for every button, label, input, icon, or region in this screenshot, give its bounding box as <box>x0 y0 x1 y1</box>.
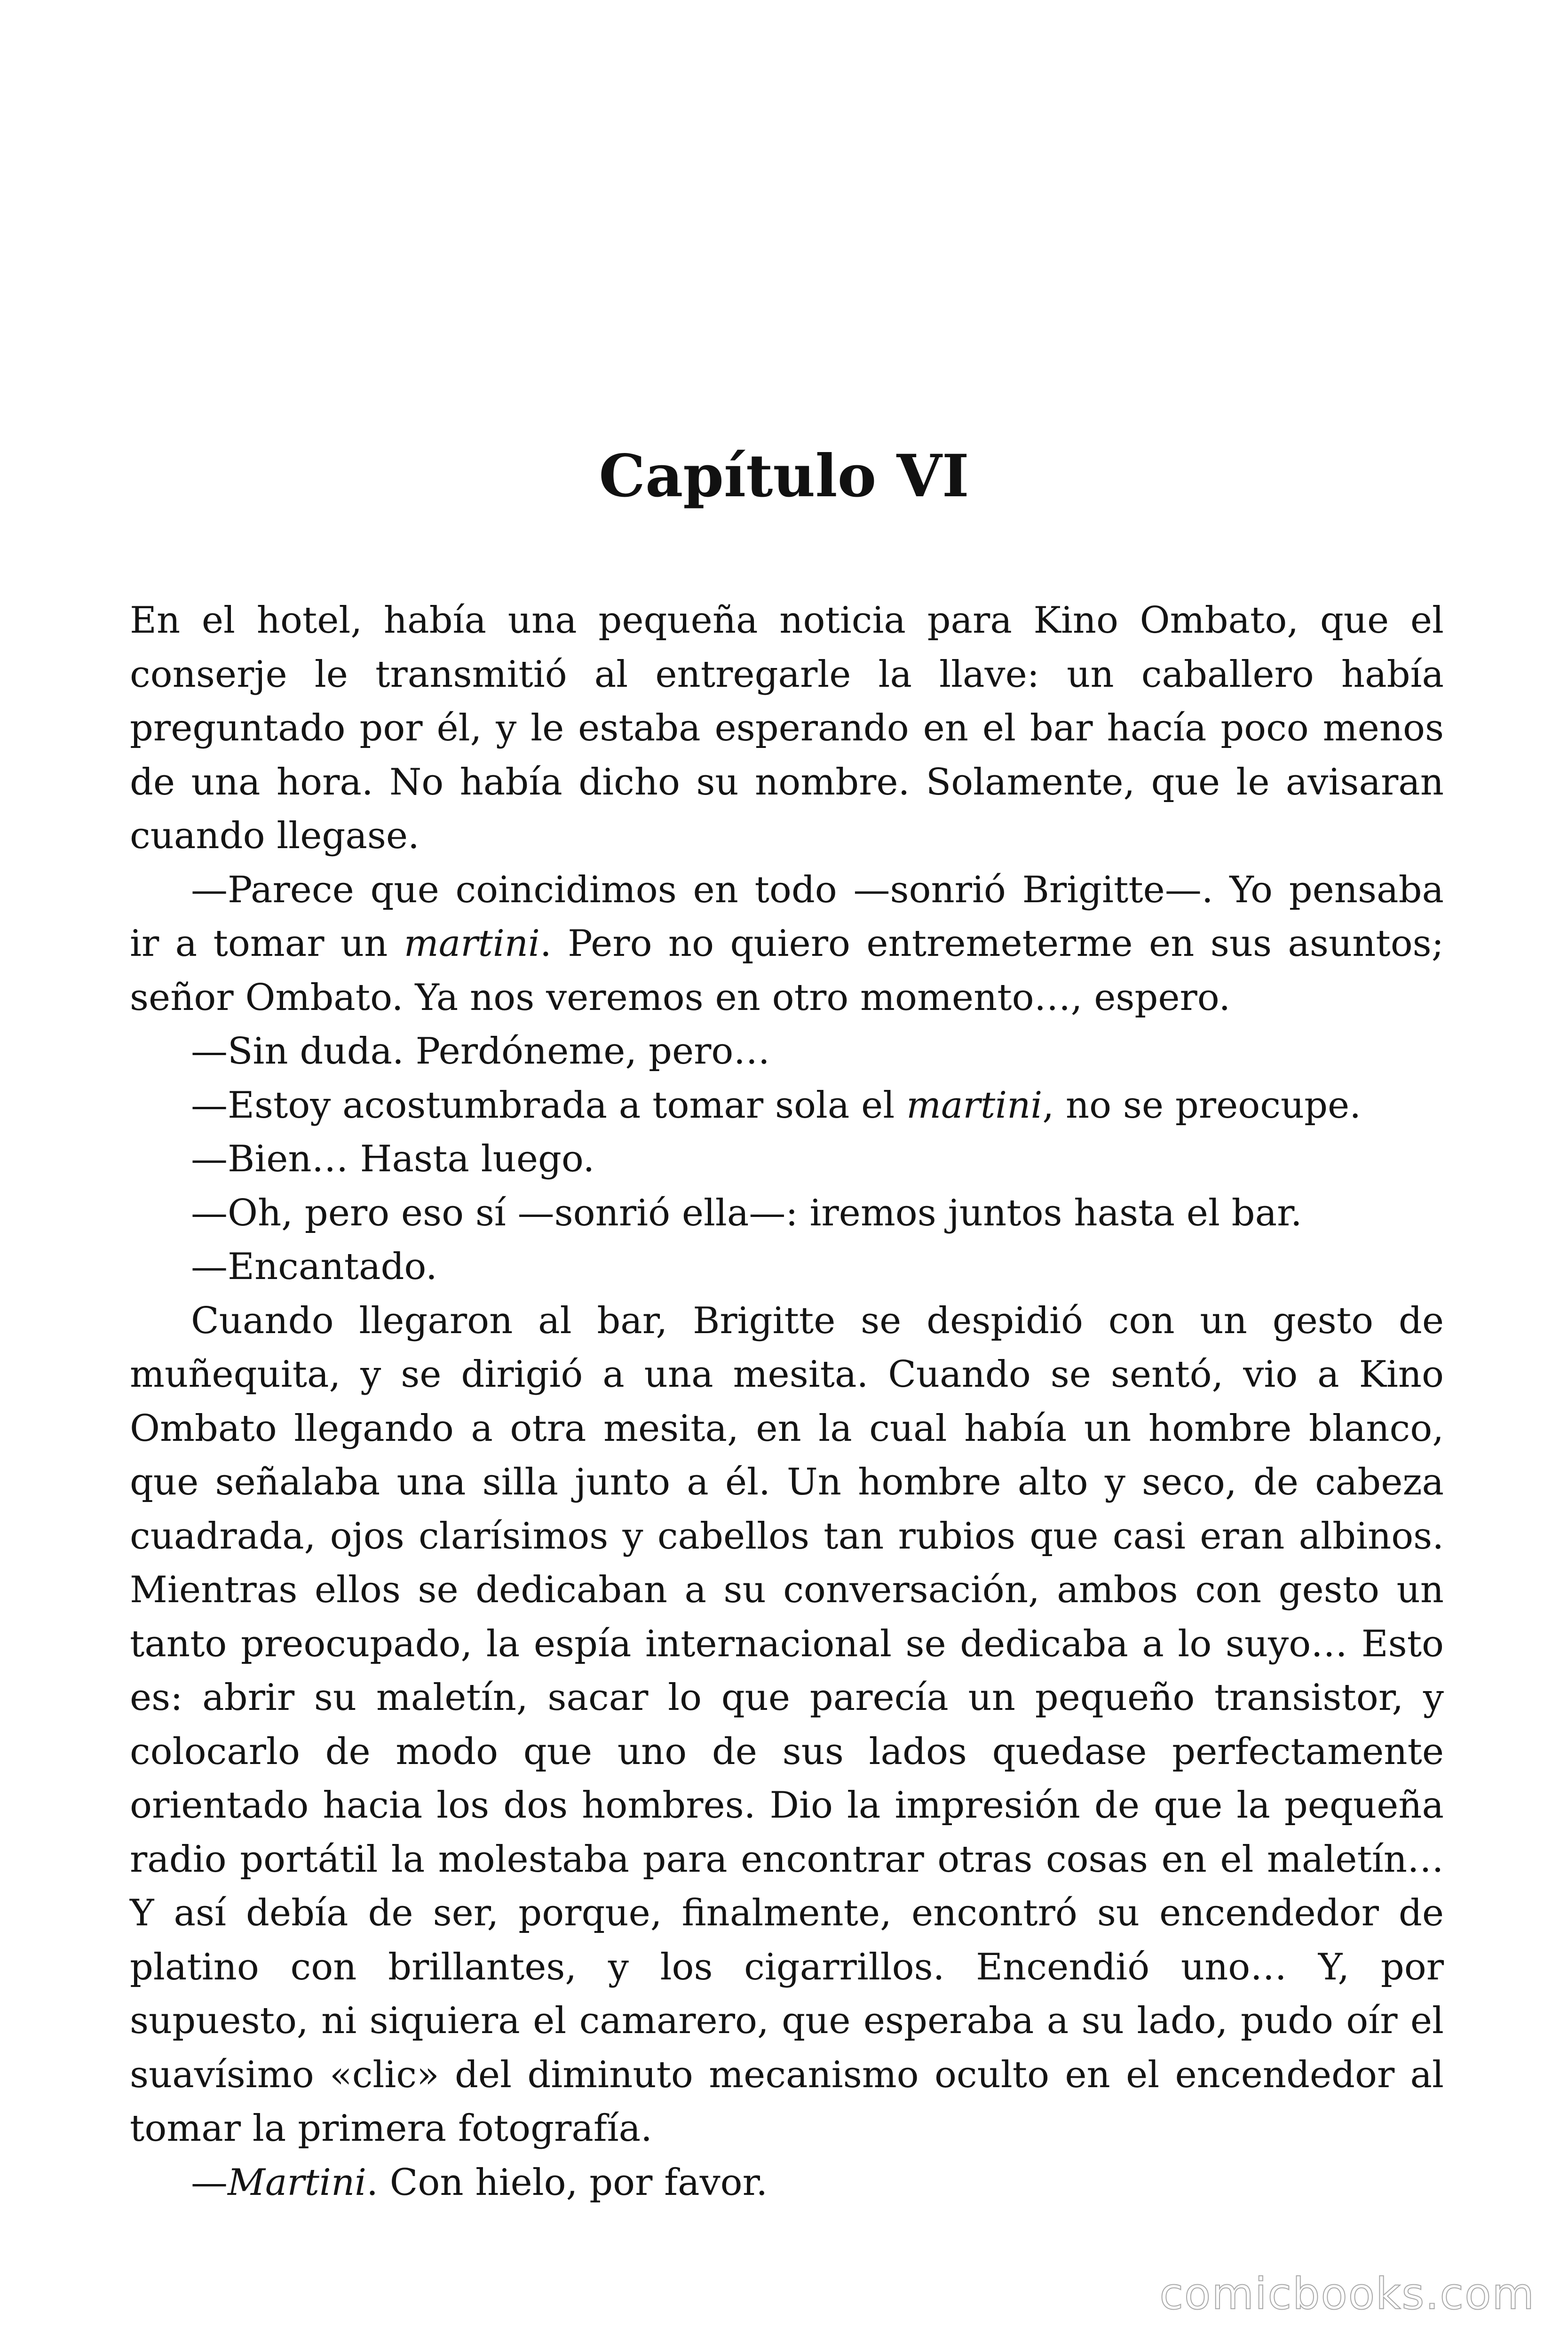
chapter-title: Capítulo VI <box>599 442 969 510</box>
paragraph-text: —Bien… Hasta luego. <box>191 1138 595 1180</box>
paragraph-text: —Oh, pero eso sí —sonrió ella—: iremos juntos hasta el bar. <box>191 1192 1302 1234</box>
paragraph-text: En el hotel, había una pequeña noticia para Kino Ombato, que el conserje le transmitió al entregarle la llave: un caballero había preguntado por él, y le estaba esperando en el bar hacía poco menos de una hora. No había dicho su nombre. Solamente, que le avisaran cuando llegase. <box>130 599 1444 857</box>
paragraph <box>130 1025 1444 1079</box>
italic-text: Martini <box>228 2161 367 2204</box>
paragraph-text: , no se preocupe. <box>1042 1084 1362 1127</box>
paragraph-text: —Estoy acostumbrada a tomar sola el <box>191 1084 907 1127</box>
paragraph-text: —Parece que coincidimos en todo —sonrió Brigitte—. Yo pensaba ir a tomar un <box>130 868 1444 965</box>
watermark-text: comicbooks.com <box>1159 2269 1535 2319</box>
paragraph <box>130 1186 1444 1240</box>
paragraph <box>130 1294 1444 2156</box>
paragraph <box>130 1240 1444 1294</box>
paragraph <box>130 594 1444 863</box>
italic-text: martini <box>404 922 540 965</box>
paragraph <box>130 1132 1444 1186</box>
paragraph <box>130 1079 1444 1133</box>
paragraph-text: — <box>191 2161 228 2204</box>
paragraph-text: . Con hielo, por favor. <box>366 2161 768 2204</box>
paragraph <box>130 863 1444 1025</box>
paragraph-text: Cuando llegaron al bar, Brigitte se despidió con un gesto de muñequita, y se dirigió a una mesita. Cuando se sentó, vio a Kino Ombato llegando a otra mesita, en la cual había un hombre blanco, que señalaba una silla junto a él. Un hombre alto y seco, de cabeza cuadrada, ojos clarísimos y cabellos tan rubios que casi eran albinos. Mientras ellos se dedicaban a su conversación, ambos con gesto un tanto preocupado, la espía internacional se dedicaba a lo suyo… Esto es: abrir su maletín, sacar lo que parecía un pequeño transistor, y colocarlo de modo que uno de sus lados quedase perfectamente orientado hacia los dos hombres. Dio la impresión de que la pequeña radio portátil la molestaba para encontrar otras cosas en el maletín… Y así debía de ser, porque, finalmente, encontró su encendedor de platino con brillantes, y los cigarrillos. Encendió uno… Y, por supuesto, ni siquiera el camarero, que esperaba a su lado, pudo oír el suavísimo «clic» del diminuto mecanismo oculto en el encendedor al tomar la primera fotografía. <box>130 1299 1444 2150</box>
chapter-body <box>130 594 1444 2209</box>
paragraph <box>130 2156 1444 2210</box>
paragraph-text: —Encantado. <box>191 1246 437 1288</box>
paragraph-text: —Sin duda. Perdóneme, pero… <box>191 1030 770 1073</box>
paragraph-text: . Pero no quiero entremeterme en sus asuntos; señor Ombato. Ya nos veremos en otro momento…, espero. <box>130 922 1444 1019</box>
italic-text: martini <box>906 1084 1043 1127</box>
